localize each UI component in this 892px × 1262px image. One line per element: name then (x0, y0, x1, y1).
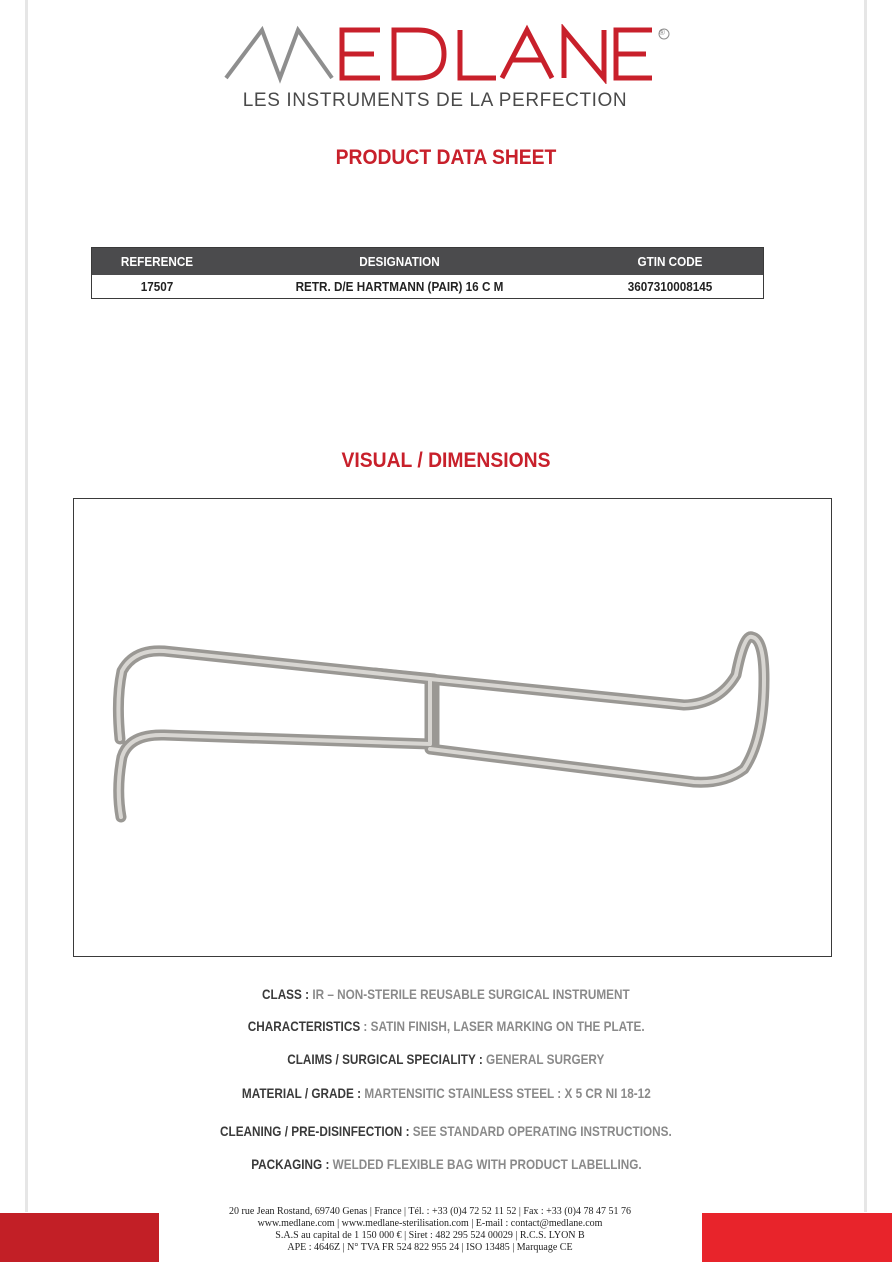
cell-reference: 17507 (140, 279, 174, 294)
footer-line-registration: APE : 4646Z | N° TVA FR 524 822 955 24 | ISO 13485 | Marquage CE (287, 1242, 573, 1253)
spec-class: CLASS : IR – NON-STERILE REUSABLE SURGICAL INSTRUMENT (262, 986, 630, 1002)
spec-claims: CLAIMS / SURGICAL SPECIALITY : GENERAL SURGERY (287, 1051, 605, 1067)
visual-dimensions-title: VISUAL / DIMENSIONS (341, 449, 551, 472)
footer-bar-left (0, 1213, 159, 1262)
table-header-row (92, 248, 763, 275)
retractor-image (74, 499, 831, 956)
footer-line-company: S.A.S au capital de 1 150 000 € | Siret : 482 295 524 00029 | R.C.S. LYON B (275, 1230, 585, 1241)
header-designation: DESIGNATION (359, 254, 440, 269)
product-visual-box (73, 498, 832, 957)
spec-material: MATERIAL / GRADE : MARTENSITIC STAINLESS STEEL : X 5 CR NI 18-12 (241, 1085, 651, 1101)
medlane-logo (222, 24, 672, 84)
footer-line-web: www.medlane.com | www.medlane-sterilisation.com | E-mail : contact@medlane.com (257, 1218, 603, 1229)
footer-address (180, 1206, 680, 1254)
header-reference: REFERENCE (120, 254, 194, 269)
cell-designation: RETR. D/E HARTMANN (PAIR) 16 C M (295, 279, 504, 294)
spec-characteristics: CHARACTERISTICS : SATIN FINISH, LASER MARKING ON THE PLATE. (247, 1018, 645, 1034)
cell-gtin: 3607310008145 (627, 279, 713, 294)
header-gtin: GTIN CODE (637, 254, 703, 269)
spec-cleaning: CLEANING / PRE-DISINFECTION : SEE STANDARD OPERATING INSTRUCTIONS. (220, 1123, 672, 1139)
product-data-sheet-title: PRODUCT DATA SHEET (335, 146, 557, 169)
registered-mark: ® (659, 28, 665, 37)
reference-table (91, 247, 764, 299)
footer-line-address: 20 rue Jean Rostand, 69740 Genas | France | Tél. : +33 (0)4 72 52 11 52 | Fax : +33 (0)4 78 47 51 76 (229, 1206, 631, 1217)
spec-packaging: PACKAGING : WELDED FLEXIBLE BAG WITH PRODUCT LABELLING. (250, 1156, 642, 1172)
footer-bar-right (702, 1213, 892, 1262)
brand-tagline: LES INSTRUMENTS DE LA PERFECTION (242, 90, 628, 111)
table-row (92, 275, 763, 298)
